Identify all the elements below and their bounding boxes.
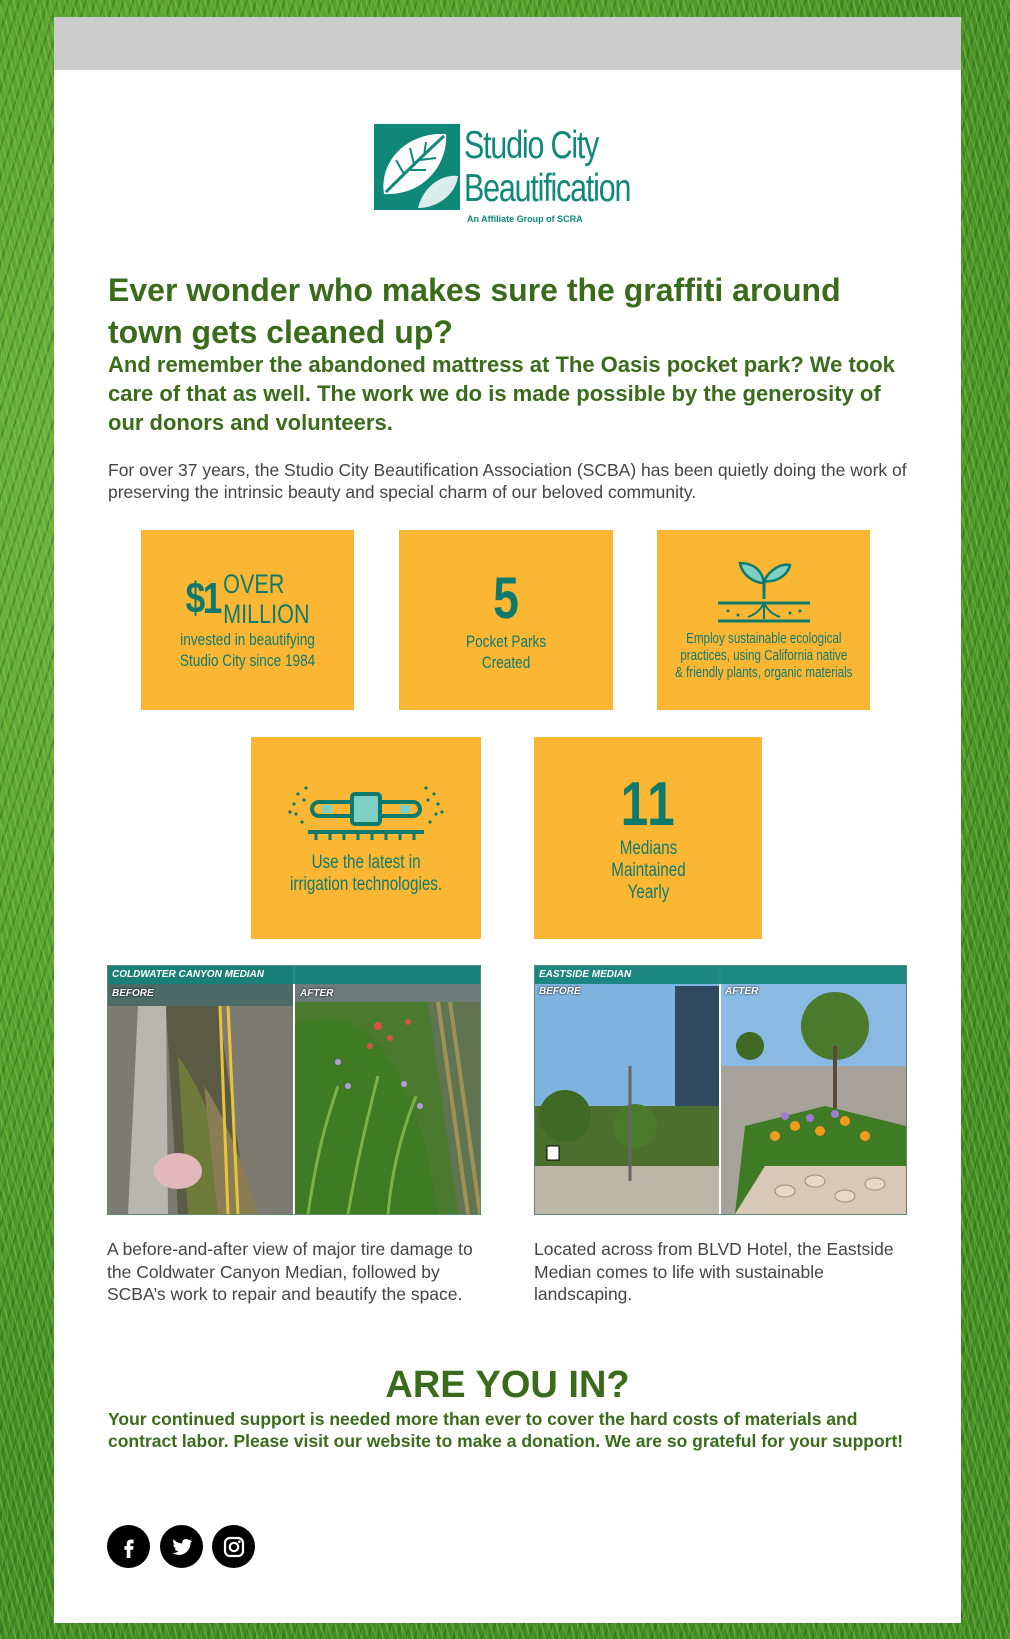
stat-tile-irrigation bbox=[251, 737, 481, 939]
stat-medians-line1: Medians bbox=[619, 838, 677, 859]
twitter-icon bbox=[170, 1535, 194, 1559]
stat-medians-number: 11 bbox=[620, 770, 676, 839]
stat-tile-investment bbox=[141, 530, 354, 710]
stat-amount: $1 bbox=[185, 574, 220, 623]
eastside-median-photo bbox=[534, 965, 907, 1215]
stat-irrigation-line1: Use the latest in bbox=[311, 852, 421, 873]
stat-sustainable-line2: practices, using California native bbox=[680, 647, 848, 664]
facebook-link[interactable] bbox=[107, 1525, 150, 1568]
logo-line1: Studio City bbox=[464, 124, 599, 167]
photo-banner: EASTSIDE MEDIAN bbox=[535, 966, 906, 984]
top-bar bbox=[54, 17, 961, 70]
facebook-icon bbox=[118, 1536, 140, 1558]
subheadline: And remember the abandoned mattress at The Oasis pocket park? We took care of that as well. The work we do is made possible by the generosity of our donors and volunteers. bbox=[108, 352, 895, 435]
instagram-link[interactable] bbox=[212, 1525, 255, 1568]
stat-parks-line2: Created bbox=[481, 653, 531, 672]
coldwater-median-photo bbox=[107, 965, 481, 1215]
photo-banner: COLDWATER CANYON MEDIAN bbox=[108, 966, 480, 984]
stat-sustainable-line1: Employ sustainable ecological bbox=[685, 630, 842, 647]
stat-parks-number: 5 bbox=[493, 566, 519, 631]
email-card bbox=[54, 17, 961, 1623]
stat-tile-medians bbox=[534, 737, 762, 939]
eastside-caption: Located across from BLVD Hotel, the Eastside Median comes to life with sustainable landscaping. bbox=[534, 1239, 894, 1304]
logo-tagline: An Affiliate Group of SCRA bbox=[467, 214, 583, 224]
after-label: AFTER bbox=[725, 986, 759, 997]
stat-million: MILLION bbox=[223, 599, 310, 629]
scba-logo[interactable] bbox=[374, 124, 644, 242]
sprout-icon bbox=[714, 559, 814, 625]
cta-title: ARE YOU IN? bbox=[385, 1364, 630, 1406]
stat-tile-sustainable bbox=[657, 530, 870, 710]
stat-sustainable-line3: & friendly plants, organic materials bbox=[674, 664, 853, 681]
logo-wordmark bbox=[464, 124, 630, 210]
instagram-icon bbox=[222, 1535, 246, 1559]
stat-investment-line2: Studio City since 1984 bbox=[179, 651, 316, 670]
stat-tile-parks bbox=[399, 530, 613, 710]
coldwater-before-after-image bbox=[108, 966, 480, 1214]
after-label: AFTER bbox=[300, 988, 334, 999]
leaf-logo-mark bbox=[374, 124, 460, 210]
coldwater-caption: A before-and-after view of major tire damage to the Coldwater Canyon Median, followed by SCBA’s work to repair and beautify the space. bbox=[107, 1239, 473, 1304]
cta-text: Your continued support is needed more than ever to cover the hard costs of materials and contract labor. Please visit our website to make a donation. We are so grateful for your support! bbox=[108, 1409, 904, 1451]
twitter-link[interactable] bbox=[160, 1525, 203, 1568]
headline: Ever wonder who makes sure the graffiti around town gets cleaned up? bbox=[108, 272, 841, 350]
stat-over: OVER bbox=[223, 569, 285, 599]
eastside-before-after-image bbox=[535, 966, 906, 1214]
stat-investment-line1: invested in beautifying bbox=[180, 630, 315, 649]
stat-parks-line1: Pocket Parks bbox=[465, 632, 547, 651]
stat-medians-line2: Maintained bbox=[610, 860, 686, 881]
stat-medians-line3: Yearly bbox=[627, 882, 669, 903]
sprinkler-icon bbox=[286, 780, 446, 846]
before-label: BEFORE bbox=[112, 988, 154, 999]
logo-line2: Beautification bbox=[464, 167, 631, 210]
intro-paragraph: For over 37 years, the Studio City Beautification Association (SCBA) has been quietly doing the work of preserving the intrinsic beauty and special charm of our beloved community. bbox=[108, 460, 907, 502]
stat-irrigation-line2: irrigation technologies. bbox=[289, 874, 443, 895]
before-label: BEFORE bbox=[539, 986, 581, 997]
